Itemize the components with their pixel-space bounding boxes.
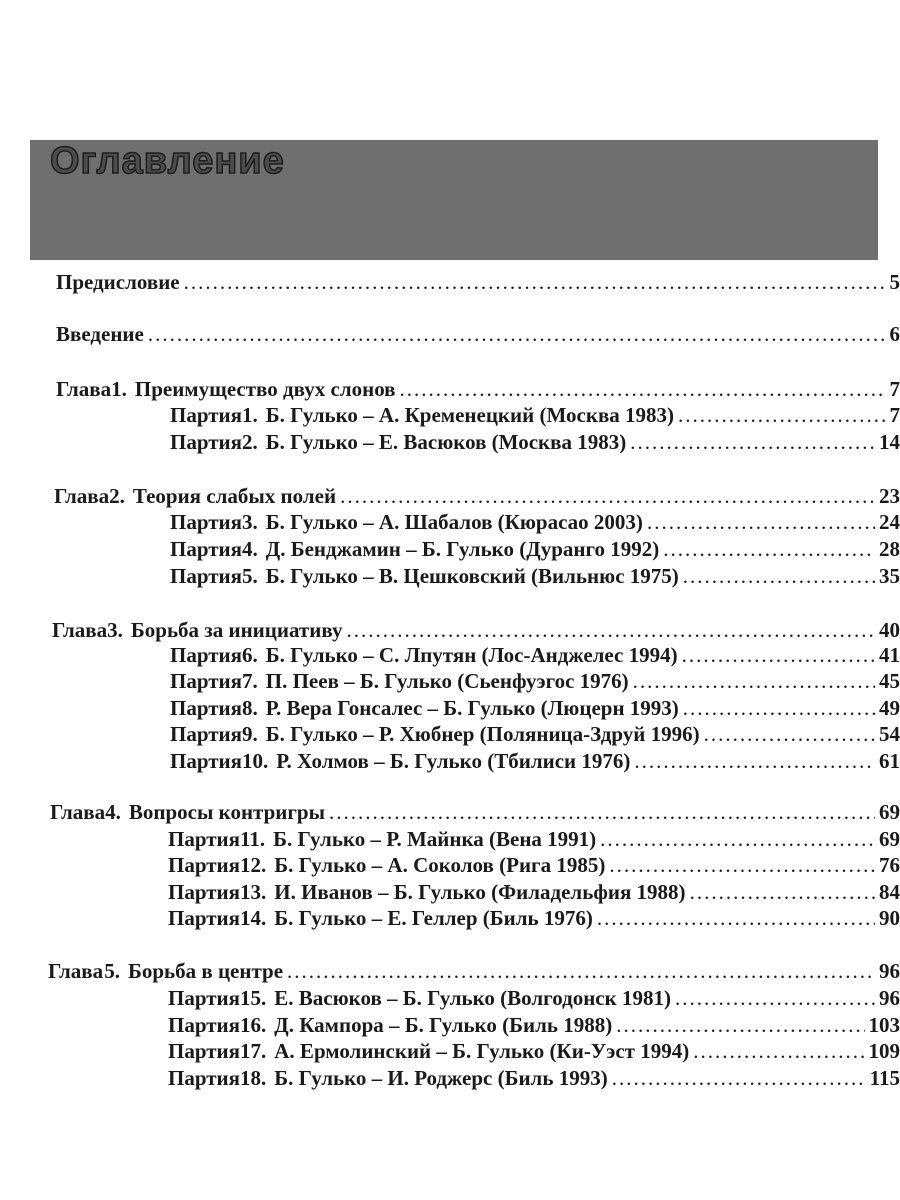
game-label: Партия (168, 1039, 241, 1063)
game-page: 61 (879, 749, 900, 773)
game-page: 24 (879, 510, 900, 534)
chapter-title: Преимущество двух слонов (134, 377, 396, 401)
game-number: 7. (242, 669, 258, 693)
chapter-title: Борьба за инициативу (130, 618, 343, 642)
chapter-title: Борьба в центре (127, 959, 284, 983)
leader-dots (346, 618, 875, 643)
chapter-number: 3. (107, 618, 123, 642)
toc-game-8[interactable] (170, 696, 900, 722)
entry-title: Предисловие (56, 270, 180, 294)
game-label: Партия (168, 827, 241, 851)
leader-dots (600, 827, 875, 852)
game-number: 16. (240, 1013, 267, 1037)
game-page: 90 (879, 906, 900, 930)
leader-dots (184, 270, 886, 295)
leader-dots (678, 403, 885, 428)
toc-game-16[interactable] (168, 1013, 900, 1039)
game-page: 35 (879, 564, 900, 588)
toc-chapter-2[interactable] (54, 484, 900, 510)
leader-dots (690, 880, 875, 905)
leader-dots (400, 377, 886, 402)
leader-dots (633, 669, 875, 694)
game-title: Р. Вера Гонсалес – Б. Гулько (Люцерн 1993) (265, 696, 679, 720)
toc-chapter-5[interactable] (48, 959, 900, 985)
chapter-page: 40 (879, 618, 900, 642)
leader-dots (704, 722, 875, 747)
game-page: 109 (868, 1039, 900, 1063)
leader-dots (597, 906, 875, 931)
game-title: А. Ермолинский – Б. Гулько (Ки-Уэст 1994) (274, 1039, 690, 1063)
leader-dots (683, 564, 875, 589)
leader-dots (616, 1013, 864, 1038)
chapter-page: 96 (879, 959, 900, 983)
game-number: 18. (240, 1066, 267, 1090)
game-number: 9. (242, 722, 258, 746)
game-title: Б. Гулько – Е. Геллер (Биль 1976) (274, 906, 593, 930)
leader-dots (609, 853, 875, 878)
game-number: 17. (240, 1039, 267, 1063)
chapter-label: Глава (54, 484, 110, 508)
game-page: 69 (879, 827, 900, 851)
game-title: Д. Кампора – Б. Гулько (Биль 1988) (274, 1013, 613, 1037)
toc-game-10[interactable] (170, 749, 900, 775)
game-label: Партия (170, 403, 243, 427)
toc-game-9[interactable] (170, 722, 900, 748)
game-number: 13. (240, 880, 267, 904)
leader-dots (663, 537, 875, 562)
game-page: 45 (879, 669, 900, 693)
entry-page: 6 (889, 322, 900, 346)
game-number: 2. (242, 430, 258, 454)
toc-game-5[interactable] (170, 564, 900, 590)
toc-game-1[interactable] (170, 403, 900, 429)
game-label: Партия (170, 537, 243, 561)
chapter-title: Теория слабых полей (132, 484, 337, 508)
game-number: 14. (240, 906, 267, 930)
chapter-page: 7 (889, 377, 900, 401)
game-title: Б. Гулько – А. Соколов (Рига 1985) (274, 853, 606, 877)
chapter-number: 5. (104, 959, 120, 983)
game-title: Б. Гулько – Р. Майнка (Вена 1991) (273, 827, 597, 851)
game-page: 41 (879, 643, 900, 667)
toc-header-banner (30, 140, 878, 260)
leader-dots (148, 322, 886, 347)
leader-dots (634, 749, 875, 774)
toc-game-7[interactable] (170, 669, 900, 695)
entry-page: 5 (889, 270, 900, 294)
game-number: 12. (240, 853, 267, 877)
game-title: Б. Гулько – С. Лпутян (Лос-Анджелес 1994) (265, 643, 678, 667)
game-label: Партия (170, 749, 243, 773)
leader-dots (630, 430, 875, 455)
chapter-label: Глава (56, 377, 112, 401)
game-label: Партия (168, 1013, 241, 1037)
chapter-label: Глава (48, 959, 104, 983)
game-label: Партия (170, 510, 243, 534)
toc-chapter-4[interactable] (50, 800, 900, 826)
toc-chapter-1[interactable] (56, 377, 900, 403)
toc-chapter-3[interactable] (52, 618, 900, 644)
game-title: Б. Гулько – И. Роджерс (Биль 1993) (274, 1066, 608, 1090)
game-page: 115 (869, 1066, 900, 1090)
toc-game-17[interactable] (168, 1039, 900, 1065)
game-title: Д. Бенджамин – Б. Гулько (Дуранго 1992) (265, 537, 660, 561)
game-page: 103 (868, 1013, 900, 1037)
game-title: Б. Гулько – А. Шабалов (Кюрасао 2003) (265, 510, 643, 534)
leader-dots (329, 800, 875, 825)
game-label: Партия (170, 722, 243, 746)
game-label: Партия (168, 906, 241, 930)
game-number: 3. (242, 510, 258, 534)
game-page: 7 (889, 403, 900, 427)
game-number: 8. (242, 696, 258, 720)
game-page: 54 (879, 722, 900, 746)
toc-game-2[interactable] (170, 430, 900, 456)
game-number: 4. (242, 537, 258, 561)
game-label: Партия (170, 696, 243, 720)
game-page: 14 (879, 430, 900, 454)
game-title: Б. Гулько – А. Кременецкий (Москва 1983) (265, 403, 675, 427)
game-number: 1. (242, 403, 258, 427)
game-label: Партия (170, 430, 243, 454)
game-title: Е. Васюков – Б. Гулько (Волгодонск 1981) (274, 986, 671, 1010)
game-label: Партия (170, 643, 243, 667)
game-number: 11. (240, 827, 266, 851)
entry-title: Введение (56, 322, 144, 346)
game-label: Партия (170, 564, 243, 588)
chapter-page: 23 (879, 484, 900, 508)
leader-dots (675, 986, 875, 1011)
toc-game-6[interactable] (170, 643, 900, 669)
toc-game-15[interactable] (168, 986, 900, 1012)
chapter-page: 69 (879, 800, 900, 824)
chapter-number: 2. (109, 484, 125, 508)
toc-game-12[interactable] (168, 853, 900, 879)
game-page: 28 (879, 537, 900, 561)
page-title: Оглавление (50, 140, 285, 182)
toc-game-3[interactable] (170, 510, 900, 536)
game-page: 84 (879, 880, 900, 904)
game-label: Партия (170, 669, 243, 693)
chapter-label: Глава (52, 618, 108, 642)
leader-dots (612, 1066, 866, 1091)
game-number: 6. (242, 643, 258, 667)
game-label: Партия (168, 880, 241, 904)
leader-dots (287, 959, 875, 984)
game-number: 10. (242, 749, 269, 773)
game-title: Б. Гулько – В. Цешковский (Вильнюс 1975) (265, 564, 679, 588)
leader-dots (693, 1039, 864, 1064)
game-page: 76 (879, 853, 900, 877)
game-number: 15. (240, 986, 267, 1010)
chapter-label: Глава (50, 800, 106, 824)
game-title: Б. Гулько – Р. Хюбнер (Поляница-Здруй 1996) (265, 722, 700, 746)
chapter-number: 4. (105, 800, 121, 824)
game-title: Р. Холмов – Б. Гулько (Тбилиси 1976) (276, 749, 631, 773)
game-label: Партия (168, 853, 241, 877)
game-label: Партия (168, 986, 241, 1010)
chapter-title: Вопросы контригры (128, 800, 326, 824)
game-page: 49 (879, 696, 900, 720)
toc-game-18[interactable] (168, 1066, 900, 1092)
leader-dots (683, 696, 875, 721)
toc-game-13[interactable] (168, 880, 900, 906)
chapter-number: 1. (111, 377, 127, 401)
game-title: Б. Гулько – Е. Васюков (Москва 1983) (265, 430, 627, 454)
game-title: П. Пеев – Б. Гулько (Сьенфуэгос 1976) (265, 669, 629, 693)
game-label: Партия (168, 1066, 241, 1090)
toc-entry-preface[interactable] (56, 270, 900, 296)
leader-dots (340, 484, 875, 509)
toc-game-4[interactable] (170, 537, 900, 563)
leader-dots (647, 510, 875, 535)
game-number: 5. (242, 564, 258, 588)
toc-game-14[interactable] (168, 906, 900, 932)
game-page: 96 (879, 986, 900, 1010)
leader-dots (682, 643, 875, 668)
toc-game-11[interactable] (168, 827, 900, 853)
toc-entry-introduction[interactable] (56, 322, 900, 348)
game-title: И. Иванов – Б. Гулько (Филадельфия 1988) (274, 880, 686, 904)
